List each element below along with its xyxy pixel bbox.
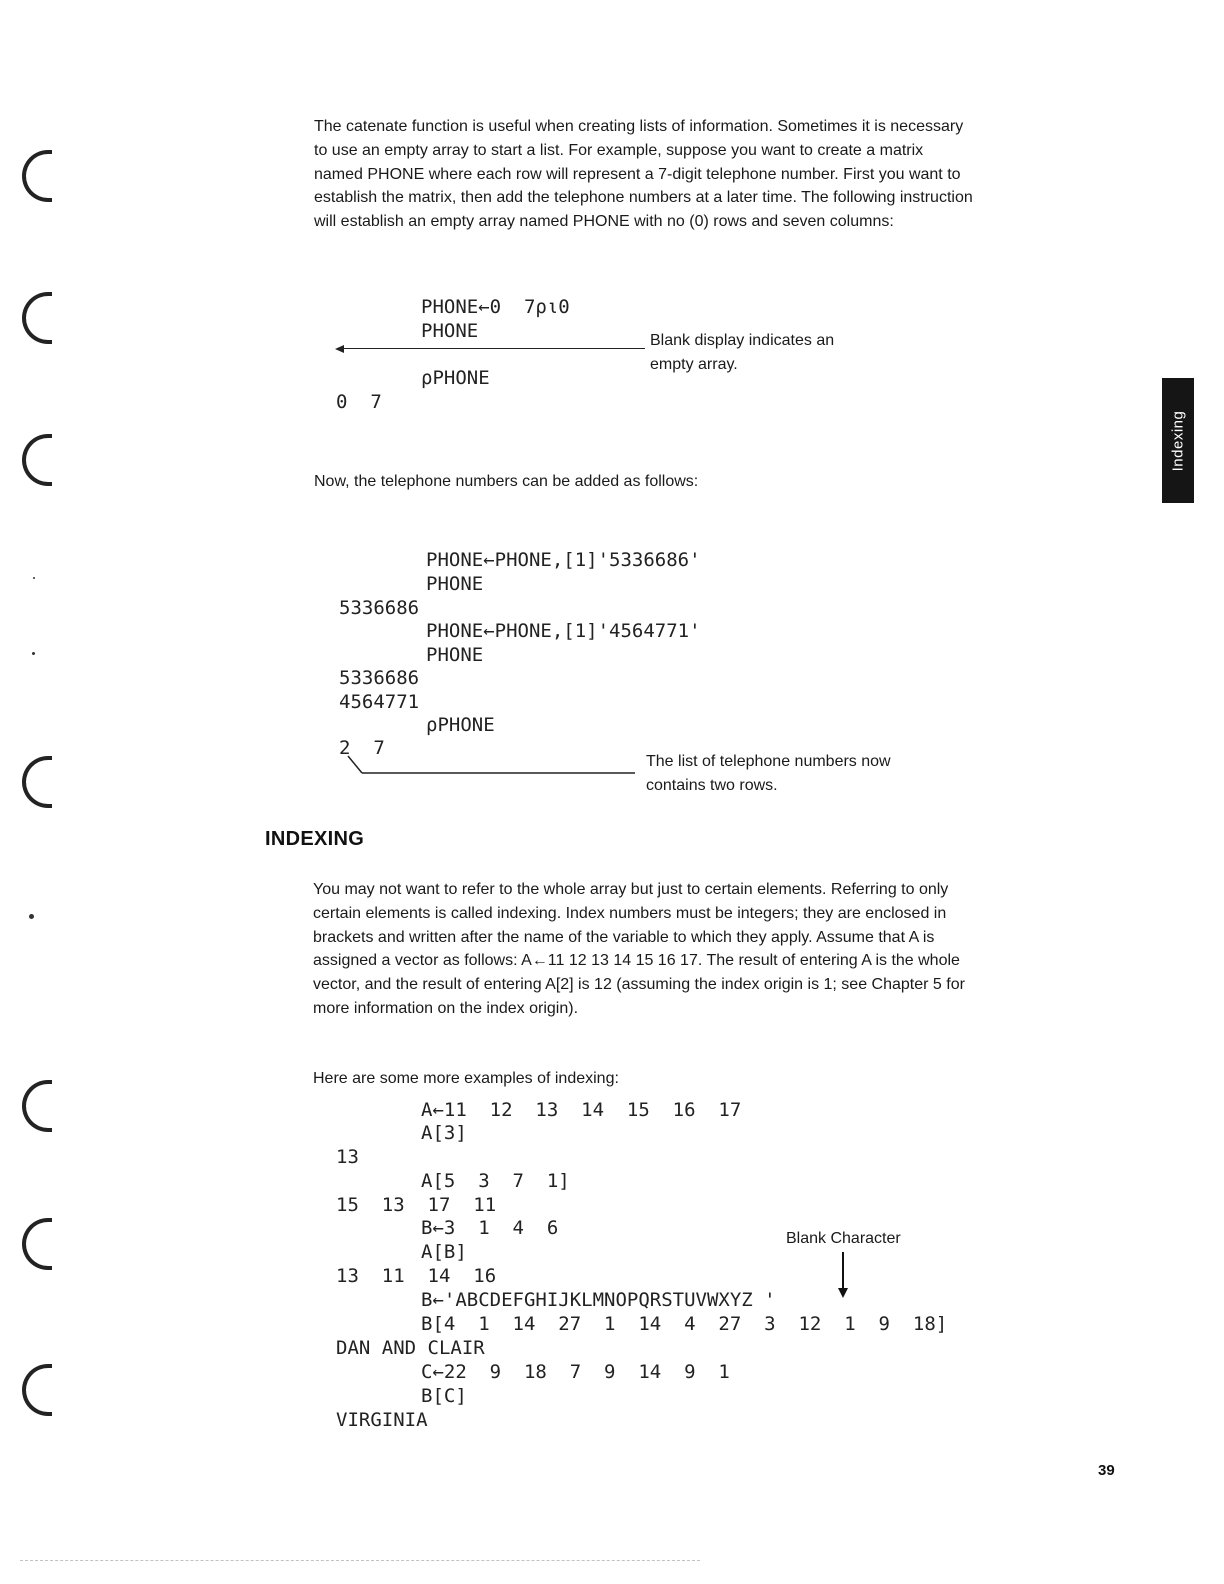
indexing-paragraph: You may not want to refer to the whole array but just to certain elements. Referring to only certain elements is called indexing. Index numbers must be integers; they are enclosed in brackets and written after the name of the variable to which they apply. Assume that A is assigned a vector as follows: A←11 12 13 14 15 16 17. The result of entering A is the whole vector, and the result of entering A[2] is 12 (assuming the index origin is 1; see Chapter 5 for more information on the index origin). bbox=[313, 881, 965, 1017]
code-output-line: 0 7 bbox=[336, 391, 382, 413]
two-rows-note: The list of telephone numbers now contains two rows. bbox=[646, 753, 891, 794]
code-input-line: A[3] bbox=[421, 1122, 467, 1144]
code-input-line: A[B] bbox=[421, 1241, 467, 1263]
code-output-line: 13 11 14 16 bbox=[336, 1265, 497, 1287]
code-input-line: PHONE bbox=[421, 320, 479, 342]
binder-hole-mark bbox=[22, 1218, 52, 1270]
code-input-line: PHONE←PHONE,[1]'4564771' bbox=[426, 620, 701, 642]
scan-speck bbox=[32, 652, 35, 655]
pointer-rule bbox=[343, 348, 645, 349]
code-input-line: B←'ABCDEFGHIJKLMNOPQRSTUVWXYZ ' bbox=[421, 1289, 776, 1311]
binder-hole-mark bbox=[22, 292, 52, 344]
code-output-line: 5336686 bbox=[339, 597, 420, 619]
scan-speck bbox=[33, 577, 35, 579]
examples-intro: Here are some more examples of indexing: bbox=[313, 1070, 619, 1087]
code-input-line: PHONE←PHONE,[1]'5336686' bbox=[426, 549, 701, 571]
code-input-line: A[5 3 7 1] bbox=[421, 1170, 570, 1192]
code-input-line: C←22 9 18 7 9 14 9 1 bbox=[421, 1361, 730, 1383]
code-output-line: 13 bbox=[336, 1146, 359, 1168]
intro-paragraph: The catenate function is useful when creating lists of information. Sometimes it is necessary to use an empty array to start a list. For example, suppose you want to create a matrix named PHONE where each row will represent a 7-digit telephone number. First you want to establish the matrix, then add the telephone numbers at a later time. The following instruction will establish an empty array named PHONE with no (0) rows and seven columns: bbox=[314, 118, 973, 231]
blank-character-note: Blank Character bbox=[786, 1230, 901, 1247]
code-input-line: PHONE bbox=[426, 644, 484, 666]
edge-tab-label: Indexing bbox=[1169, 410, 1187, 471]
transition-text: Now, the telephone numbers can be added as follows: bbox=[314, 473, 699, 490]
code-input-line: PHONE←0 7⍴⍳0 bbox=[421, 296, 570, 318]
code-output-line: DAN AND CLAIR bbox=[336, 1337, 485, 1359]
code-output-line: 5336686 bbox=[339, 667, 420, 689]
code-input-line: B←3 1 4 6 bbox=[421, 1217, 559, 1239]
blank-display-note: Blank display indicates an empty array. bbox=[650, 332, 835, 373]
code-input-line: B[C] bbox=[421, 1385, 467, 1407]
pointer-line-icon bbox=[340, 752, 640, 776]
scan-edge-noise bbox=[20, 1560, 700, 1561]
binder-hole-mark bbox=[22, 150, 52, 202]
section-heading: INDEXING bbox=[265, 828, 365, 850]
binder-hole-mark bbox=[22, 1364, 52, 1416]
binder-hole-mark bbox=[22, 756, 52, 808]
scan-speck bbox=[29, 914, 34, 919]
code-input-line: ⍴PHONE bbox=[426, 714, 495, 736]
code-input-line: PHONE bbox=[426, 573, 484, 595]
section-edge-tab bbox=[1162, 378, 1194, 503]
binder-hole-mark bbox=[22, 1080, 52, 1132]
code-output-line: VIRGINIA bbox=[336, 1409, 428, 1431]
code-output-line: 15 13 17 11 bbox=[336, 1194, 497, 1216]
arrow-left-icon bbox=[335, 345, 344, 353]
code-output-line: 4564771 bbox=[339, 691, 420, 713]
code-input-line: A←11 12 13 14 15 16 17 bbox=[421, 1099, 742, 1121]
binder-hole-mark bbox=[22, 434, 52, 486]
code-output-line: 2 7 bbox=[339, 737, 385, 759]
arrow-down-icon bbox=[836, 1250, 850, 1300]
page-number: 39 bbox=[1098, 1462, 1115, 1479]
code-input-line: ⍴PHONE bbox=[421, 367, 490, 389]
code-input-line: B[4 1 14 27 1 14 4 27 3 12 1 9 18] bbox=[421, 1313, 948, 1335]
